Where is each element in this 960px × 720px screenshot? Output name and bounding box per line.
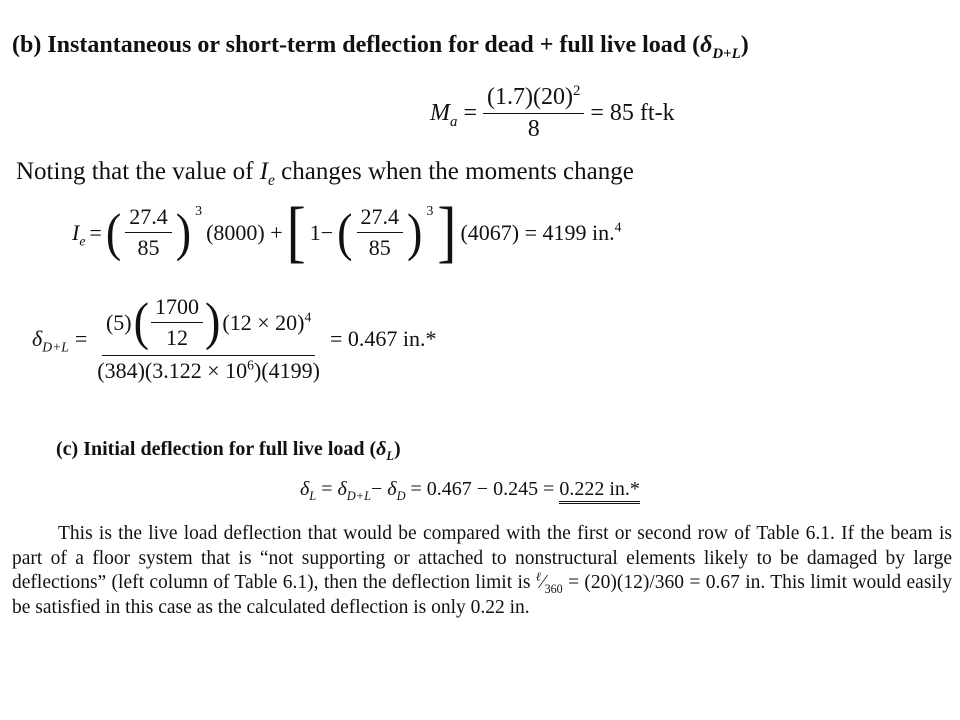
ie-term-2: (4067) = 4199 in. — [460, 219, 615, 245]
note-post: changes when the moments change — [281, 158, 634, 185]
section-c-close-paren: ) — [394, 438, 401, 460]
ie-f1-num: 27.4 — [125, 204, 172, 233]
ie-fraction-2 — [357, 204, 404, 261]
ma-fraction — [483, 84, 584, 143]
ie-lhs: I — [72, 219, 80, 245]
paragraph-part1: This is the live load deflection that would be compared with the first or second row of Table 6.1. If the beam is part of a floor system that is “not supporting or attached to nonstructural elements likely to be damaged by large deflections” (left column of Table 6.1), then the deflection limit is — [12, 523, 952, 593]
dlive-s2: D+L — [346, 489, 371, 503]
dl-main-fraction: (5) ( $\frac{1700}{12}$ ) $(12 \times 20)^4$ $(384)(3.122 \times 10^6)(4199)$ — [97, 292, 320, 383]
dlive-result: 0.222 in.* — [559, 478, 640, 504]
dlive-minus: − — [370, 478, 388, 500]
section-c-title: Initial deflection for full live load — [83, 438, 365, 460]
dl-den-a: (384)(3.122 × 10 — [97, 358, 248, 383]
explanation-paragraph: This is the live load deflection that would be compared with the first or second row of Table 6.1. If the beam is part of a floor system that is “not supporting or attached to nonstructural elements likely to be damaged by large deflections” (left column of Table 6.1), then the deflection limit is $^\ell⁄_{360} = (20)(12)/360 = 0.67$ in. This limit would easily be satisfied in this case as the calculated deflection is only 0.22 in. — [12, 523, 952, 618]
dlive-s3: D — [396, 489, 406, 503]
ma-lhs: M — [430, 100, 450, 126]
ie-f1-den: 85 — [137, 235, 160, 261]
dlive-s1: L — [309, 489, 317, 503]
equation-delta-l — [300, 478, 640, 501]
section-b-close-paren: ) — [740, 32, 749, 58]
ie-f2-num: 27.4 — [357, 204, 404, 233]
ma-result: = 85 ft-k — [590, 100, 675, 126]
dl-inner-den: 12 — [166, 325, 189, 350]
dl-num-exp: 4 — [304, 309, 312, 325]
dl-inner-fraction — [151, 294, 203, 351]
ma-denominator: 8 — [527, 116, 540, 142]
section-c-label: (c) — [56, 438, 79, 460]
note-var-sub: e — [268, 172, 275, 189]
dl-equals: = — [74, 326, 88, 351]
dlive-eq1: = — [316, 478, 338, 500]
section-b-delta-sub: D+L — [712, 45, 741, 62]
ma-numerator-exp: 2 — [572, 83, 581, 99]
paragraph-part2: = (20)(12)/360 = 0.67 in. This limit would easily be satisfied in this case as the calculated deflection is only 0.22 in. — [12, 572, 952, 618]
ie-term-1: (8000) + — [206, 219, 283, 245]
dl-den-exp: 6 — [247, 357, 254, 373]
paragraph-limit-den: 360 — [544, 581, 563, 596]
section-c-heading — [56, 438, 401, 461]
dl-num-tail: (12 × 20) — [222, 309, 305, 335]
ma-equals: = — [463, 100, 477, 126]
section-c-delta-sub: L — [386, 449, 394, 463]
paragraph-limit-l: ℓ — [535, 569, 542, 584]
ie-lhs-sub: e — [79, 232, 86, 248]
dlive-calc: = 0.467 − 0.245 = — [405, 478, 560, 500]
note-pre: Noting that the value of — [16, 158, 254, 185]
dlive-d2: δ — [337, 478, 347, 500]
dl-result: = 0.467 in.* — [329, 326, 437, 351]
section-c-delta: δ — [376, 438, 387, 460]
dl-lhs: δ — [32, 326, 43, 351]
ie-fraction-1 — [125, 204, 172, 261]
ma-numerator: (1.7)(20) — [486, 84, 573, 110]
dlive-d3: δ — [387, 478, 397, 500]
ma-lhs-sub: a — [450, 113, 458, 130]
ie-unit-exp: 4 — [614, 219, 622, 235]
dl-lhs-sub: D+L — [42, 339, 69, 355]
ie-equals: = — [89, 219, 102, 245]
section-b-delta: δ — [700, 32, 713, 58]
dl-num-5: (5) — [105, 309, 132, 335]
note-text — [16, 158, 634, 189]
ie-one-minus: 1− — [309, 219, 334, 245]
dlive-d1: δ — [300, 478, 310, 500]
dl-inner-num: 1700 — [151, 294, 203, 323]
ie-f2-den: 85 — [368, 235, 391, 261]
equation-ma — [430, 84, 675, 143]
section-b-title: Instantaneous or short-term deflection for dead + full live load — [47, 32, 687, 58]
section-b-open-paren: ( — [692, 32, 701, 58]
equation-delta-dl — [32, 294, 437, 384]
dl-den-b: )(4199) — [253, 358, 320, 383]
section-b-label: (b) — [12, 32, 42, 58]
equation-ie: $I_e$ = ( $\frac{27.4}{85}$ ) 3 (8000) + [ 1− ( $\frac{27.4}{85}$ ) 3 ] (4067) = 4199 in.$^4$ — [72, 194, 622, 271]
section-c-open-paren: ( — [369, 438, 377, 460]
section-b-heading — [12, 32, 749, 62]
note-var: I — [259, 158, 269, 185]
